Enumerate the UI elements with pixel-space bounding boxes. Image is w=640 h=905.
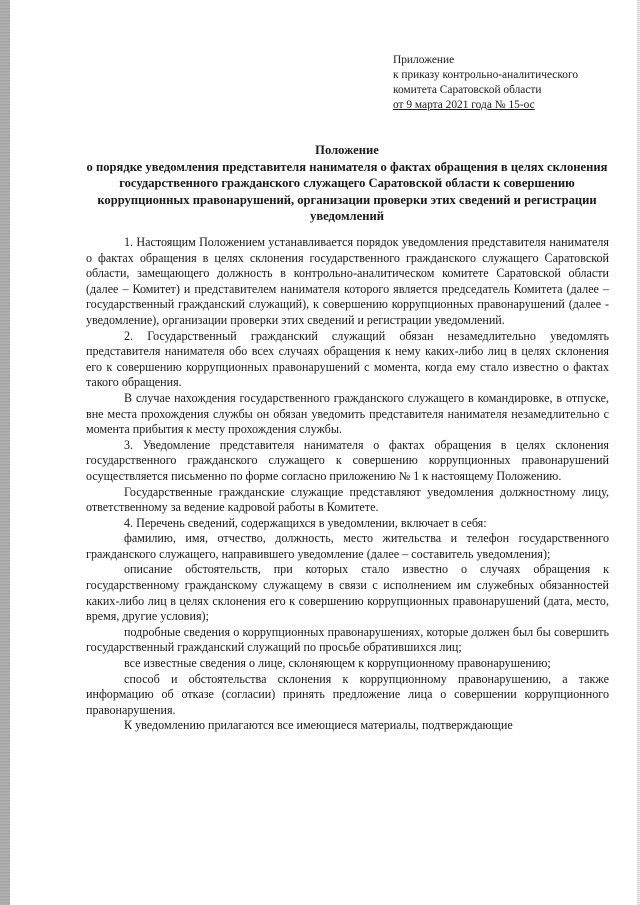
- document-body: [86, 235, 609, 734]
- body-paragraph: 1. Настоящим Положением устанавливается порядок уведомления представителя нанимателя о фактах обращения в целях склонения государственного гражданского служащего Саратовской области, замещающего должность в контрольно-аналитическом комитете Саратовской области (далее – Комитет) и представителем нанимателя которого является председатель Комитета (далее – государственный гражданский служащий), к совершению коррупционных правонарушений (далее - уведомление), организации проверки этих сведений и регистрации уведомлений.: [86, 235, 609, 327]
- body-paragraph: способ и обстоятельства склонения к коррупционному правонарушению, а также информацию об отказе (согласии) принять предложение лица о совершении коррупционного правонарушения.: [86, 671, 609, 717]
- appendix-line: к приказу контрольно-аналитического: [393, 69, 579, 81]
- appendix-line: комитета Саратовской области: [393, 84, 542, 96]
- body-paragraph: 2. Государственный гражданский служащий обязан незамедлительно уведомлять представителя нанимателя обо всех случаях обращения к нему каких-либо лиц в целях склонения его к совершению коррупционных правонарушений с момента, когда ему стало известно о фактах такого обращения.: [86, 328, 609, 390]
- appendix-order-reference: от 9 марта 2021 года № 15-ос: [393, 99, 535, 111]
- title-heading: Положение: [315, 143, 379, 157]
- body-paragraph: 4. Перечень сведений, содержащихся в уведомлении, включает в себя:: [124, 515, 487, 530]
- body-paragraph: подробные сведения о коррупционных правонарушениях, которые должен был бы совершить государственный гражданский служащий по просьбе обратившихся лиц;: [86, 624, 609, 655]
- appendix-header: [393, 53, 633, 113]
- body-paragraph: К уведомлению прилагаются все имеющиеся материалы, подтверждающие: [124, 718, 513, 733]
- body-paragraph: 3. Уведомление представителя нанимателя о фактах обращения в целях склонения государственного гражданского служащего к совершению коррупционных правонарушений осуществляется письменно по форме согласно приложению № 1 к настоящему Положению.: [86, 437, 609, 483]
- body-paragraph: Государственные гражданские служащие представляют уведомления должностному лицу, ответственному за ведение кадровой работы в Комитете.: [86, 484, 609, 515]
- title-subject: о порядке уведомления представителя нанимателя о фактах обращения в целях склонения государственного гражданского служащего Саратовской области к совершению коррупционных правонарушений, организации проверки этих сведений и регистрации уведомлений: [86, 159, 608, 223]
- document-title: [86, 142, 608, 225]
- body-paragraph: фамилию, имя, отчество, должность, место жительства и телефон государственного гражданского служащего, направившего уведомление (далее – составитель уведомления);: [86, 531, 609, 561]
- scan-left-edge: [0, 0, 10, 905]
- body-paragraph: описание обстоятельств, при которых стало известно о случаях обращения к государственному гражданскому служащему в связи с исполнением им служебных обязанностей каких-либо лиц в целях склонения его к совершению коррупционных правонарушений (дата, место, время, другие условия);: [86, 562, 609, 624]
- body-paragraph: В случае нахождения государственного гражданского служащего в командировке, в отпуске, вне места прохождения службы он обязан уведомить представителя нанимателя незамедлительно с момента прибытия к месту прохождения службы.: [86, 390, 609, 437]
- appendix-line: Приложение: [393, 54, 455, 66]
- body-paragraph: все известные сведения о лице, склоняющем к коррупционному правонарушению;: [124, 656, 551, 671]
